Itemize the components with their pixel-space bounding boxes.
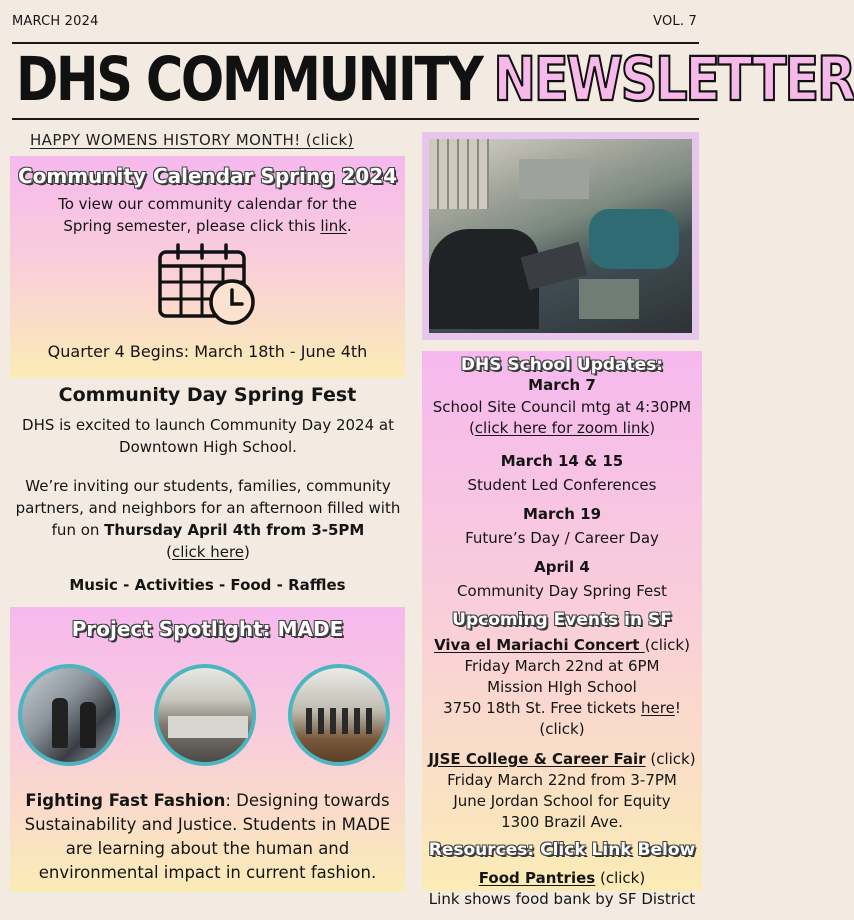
tickets-link[interactable]: here bbox=[641, 699, 675, 717]
quarter-dates: Quarter 4 Begins: March 18th - June 4th bbox=[47, 342, 368, 361]
update-april-4: April 4 Community Day Spring Fest bbox=[457, 558, 667, 600]
resource-food-pantries: Food Pantries (click) Link shows food bank by SF District bbox=[428, 869, 696, 908]
spotlight-section bbox=[10, 607, 405, 892]
mariachi-link[interactable]: Viva el Mariachi Concert bbox=[434, 636, 645, 654]
events-heading: Upcoming Events in SF bbox=[452, 610, 672, 630]
spring-fest-heading: Community Day Spring Fest bbox=[58, 384, 357, 406]
spring-fest-invite: We’re inviting our students, families, community partners, and neighbors for an afternoon filled with fun on Thursday April 4th from 3-5PM (click here) bbox=[15, 477, 401, 561]
spotlight-photo-gallery bbox=[288, 664, 390, 766]
classroom-photo-frame bbox=[422, 132, 699, 340]
spotlight-photo-classroom bbox=[154, 664, 256, 766]
spring-fest-date: Thursday April 4th from 3-5PM bbox=[104, 521, 365, 539]
spotlight-heading: Project Spotlight: MADE bbox=[71, 617, 344, 641]
resources-heading: Resources: Click Link Below bbox=[428, 840, 696, 860]
update-march-14: March 14 & 15 Student Led Conferences bbox=[467, 452, 657, 494]
calendar-heading: Community Calendar Spring 2024 bbox=[17, 164, 398, 188]
zoom-link[interactable]: click here for zoom link bbox=[474, 419, 650, 437]
title-part2: NEWSLETTER bbox=[493, 45, 854, 115]
newsletter-title bbox=[16, 45, 854, 115]
classroom-photo bbox=[429, 139, 692, 333]
calendar-text: To view our community calendar for the Spring semester, please click this link. bbox=[58, 195, 357, 235]
spotlight-photo-mannequins bbox=[18, 664, 120, 766]
spotlight-text: Fighting Fast Fashion: Designing towards Sustainability and Justice. Students in MADE are learning about the human and environmental impact in current fashion. bbox=[24, 791, 391, 882]
top-divider bbox=[12, 42, 699, 44]
volume-number: VOL. 7 bbox=[653, 14, 697, 29]
career-fair-link[interactable]: JJSE College & Career Fair bbox=[428, 750, 646, 768]
calendar-clock-icon bbox=[158, 244, 260, 324]
spring-fest-activities: Music - Activities - Food - Raffles bbox=[69, 576, 346, 594]
calendar-section bbox=[10, 156, 405, 378]
spring-fest-link[interactable]: click here bbox=[171, 543, 245, 561]
calendar-link[interactable]: link bbox=[320, 217, 347, 235]
update-march-19: March 19 Future’s Day / Career Day bbox=[465, 505, 659, 547]
title-divider bbox=[12, 118, 699, 120]
updates-section bbox=[422, 351, 702, 908]
food-pantries-link[interactable]: Food Pantries bbox=[478, 869, 596, 887]
event-career-fair: JJSE College & Career Fair (click) Friday March 22nd from 3-7PM June Jordan School for Equity 1300 Brazil Ave. bbox=[428, 750, 696, 831]
womens-history-month-link[interactable]: HAPPY WOMENS HISTORY MONTH! (click) bbox=[30, 131, 354, 149]
updates-heading: DHS School Updates: bbox=[460, 355, 664, 375]
event-mariachi: Viva el Mariachi Concert (click) Friday March 22nd at 6PM Mission HIgh School 3750 18th St. Free tickets here! (click) bbox=[434, 636, 690, 738]
title-part1: DHS COMMUNITY bbox=[16, 45, 482, 115]
spring-fest-intro: DHS is excited to launch Community Day 2024 at Downtown High School. bbox=[22, 416, 394, 456]
update-march-7: March 7 School Site Council mtg at 4:30PM (click here for zoom link) bbox=[432, 376, 692, 437]
issue-date: MARCH 2024 bbox=[12, 14, 99, 29]
